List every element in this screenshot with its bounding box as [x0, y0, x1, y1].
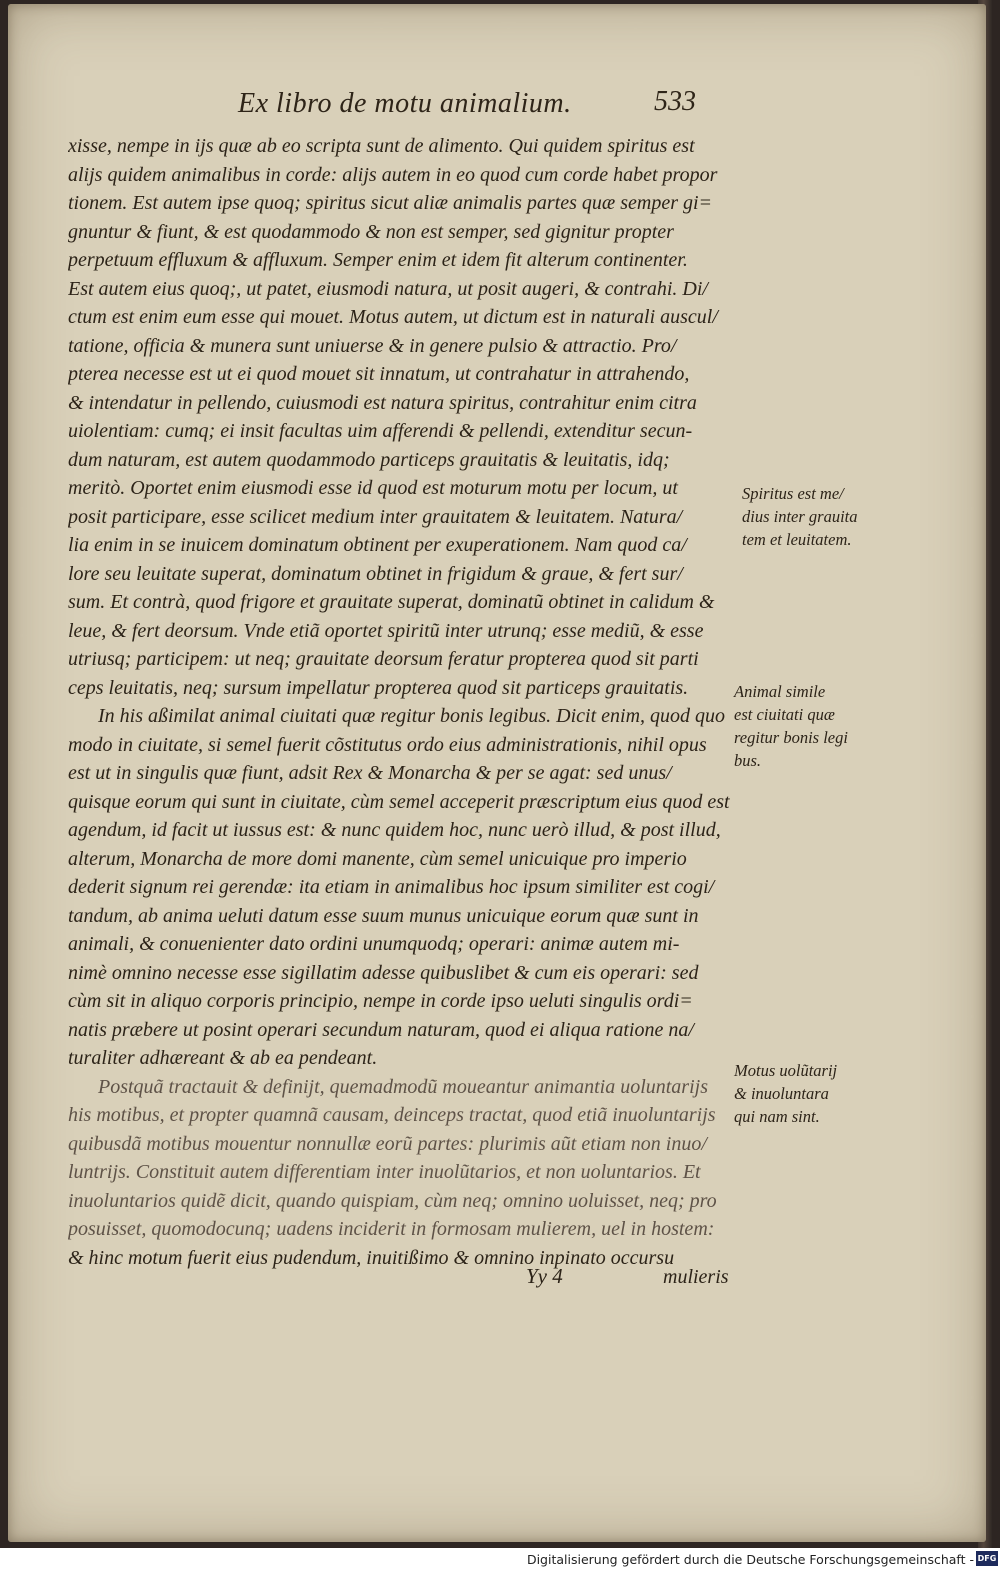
text-line: dum naturam, est autem quodammodo particeps grauitatis & leuitatis, idq; — [68, 448, 670, 471]
text-line: lia enim in se inuicem dominatum obtinent per exuperationem. Nam quod ca/ — [68, 534, 687, 556]
text-line: & hinc motum fuerit eius pudendum, inuitißimo & omnino inpinato occursu — [68, 1246, 675, 1269]
marginal-line: est ciuitati quæ — [734, 705, 835, 724]
text-line: utriusq; participem: ut neq; grauitate deorsum feratur propterea quod sit parti — [68, 648, 699, 670]
text-line: modo in ciuitate, si semel fuerit cõstitutus ordo eius administrationis, nihil opus — [68, 733, 707, 756]
marginal-line: Animal simile — [734, 682, 826, 701]
text-line: ceps leuitatis, neq; sursum impellatur propterea quod sit particeps grauitatis. — [68, 676, 689, 699]
book-page — [8, 4, 986, 1542]
catchword: mulieris — [663, 1266, 729, 1288]
text-line: quibusdã motibus mouentur nonnullæ eorũ partes: plurimis aũt etiam non inuo/ — [68, 1132, 707, 1155]
text-line: tatione, officia & munera sunt uniuerse & in genere pulsio & attractio. Pro/ — [68, 334, 677, 357]
text-line: agendum, id facit ut iussus est: & nunc quidem hoc, nunc uerò illud, & post illud, — [68, 819, 721, 841]
text-line: gnuntur & fiunt, & est quodammodo & non est semper, sed gignitur propter — [68, 220, 674, 243]
marginal-line: regitur bonis legi — [734, 728, 848, 747]
text-line: leue, & fert deorsum. Vnde etiã oportet spiritũ inter utrunq; esse mediũ, & esse — [68, 619, 704, 642]
text-line: his motibus, et propter quamnã causam, deinceps tractat, quod etiã inuoluntarijs — [68, 1104, 716, 1126]
text-line: sum. Et contrà, quod frigore et grauitate superat, dominatũ obtinet in calidum & — [68, 591, 715, 613]
text-line: quisque eorum qui sunt in ciuitate, cùm semel acceperit præscriptum eius quod est — [68, 790, 730, 813]
dfg-logo: DFG — [976, 1551, 998, 1566]
text-line: alijs quidem animalibus in corde: alijs autem in eo quod cum corde habet propor — [68, 163, 718, 186]
folio-number: 533 — [654, 86, 696, 117]
text-line: Est autem eius quoq;, ut patet, eiusmodi natura, ut posit augeri, & contrahi. Di/ — [68, 277, 708, 300]
marginal-line: tem et leuitatem. — [742, 530, 852, 549]
text-line: pterea necesse est ut ei quod mouet sit innatum, ut contrahatur in attrahendo, — [68, 363, 690, 385]
text-line: ctum est enim eum esse qui mouet. Motus autem, ut dictum est in naturali auscul/ — [68, 306, 718, 328]
marginal-line: dius inter grauita — [742, 507, 858, 526]
marginal-note-motus — [734, 1059, 874, 1128]
text-line: luntrijs. Constituit autem differentiam inter inuolũtarios, et non uoluntarios. Et — [68, 1161, 701, 1183]
digitization-footer — [0, 1548, 1000, 1572]
text-line: alterum, Monarcha de more domi manente, cùm semel unicuique pro imperio — [68, 847, 687, 870]
marginal-line: Motus uolũtarij — [734, 1061, 838, 1080]
running-head: Ex libro de motu animalium. — [238, 88, 572, 119]
signature-mark: Yy 4 — [526, 1264, 563, 1288]
marginal-line: & inuoluntara — [734, 1084, 829, 1103]
text-line: animali, & conuenienter dato ordini unumquodq; operari: animæ autem mi- — [68, 933, 680, 955]
text-line: natis præbere ut posint operari secundum naturam, quod ei aliqua ratione na/ — [68, 1018, 694, 1041]
text-line: tandum, ab anima ueluti datum esse suum munus unicuique eorum quæ sunt in — [68, 904, 699, 927]
text-line: perpetuum effluxum & affluxum. Semper enim et idem fit alterum continenter. — [68, 249, 688, 271]
text-line: uiolentiam: cumq; ei insit facultas uim afferendi & pellendi, extenditur secun- — [68, 420, 693, 442]
text-line: posit participare, esse scilicet medium inter grauitatem & leuitatem. Natura/ — [68, 505, 683, 528]
text-line: xisse, nempe in ijs quæ ab eo scripta sunt de alimento. Qui quidem spiritus est — [68, 135, 695, 157]
text-line: Postquã tractauit & definijt, quemadmodũ moueantur animantia uoluntarijs — [98, 1075, 708, 1098]
text-line: cùm sit in aliquo corporis principio, nempe in corde ipso ueluti singulis ordi= — [68, 990, 693, 1012]
text-line: lore seu leuitate superat, dominatum obtinet in frigidum & graue, & fert sur/ — [68, 562, 683, 585]
text-line: dederit signum rei gerendæ: ita etiam in animalibus hoc ipsum similiter est cogi/ — [68, 876, 715, 898]
text-line: inuoluntarios quidẽ dicit, quando quispiam, cùm neq; omnino uoluisset, neq; pro — [68, 1189, 717, 1212]
text-line: tionem. Est autem ipse quoq; spiritus sicut aliæ animalis partes quæ semper gi= — [68, 192, 713, 214]
main-text-block — [68, 132, 734, 1272]
text-line: nimè omnino necesse esse sigillatim adesse quibuslibet & cum eis operari: sed — [68, 961, 699, 984]
footer-credit: Digitalisierung gefördert durch die Deutsche Forschungsgemeinschaft - — [526, 1552, 974, 1567]
text-line: In his aßimilat animal ciuitati quæ regitur bonis legibus. Dicit enim, quod quo — [98, 705, 726, 727]
text-line: & intendatur in pellendo, cuiusmodi est natura spiritus, contrahitur enim citra — [68, 391, 697, 414]
marginal-note-spiritus — [742, 482, 882, 551]
text-line: posuisset, quomodocunq; uadens inciderit in formosam mulierem, uel in hostem: — [68, 1218, 715, 1240]
text-line: turaliter adhæreant & ab ea pendeant. — [68, 1047, 378, 1069]
text-line: est ut in singulis quæ fiunt, adsit Rex & Monarcha & per se agat: sed unus/ — [68, 762, 672, 784]
text-line: meritò. Oportet enim eiusmodi esse id quod est moturum motu per locum, ut — [68, 477, 678, 499]
marginal-line: qui nam sint. — [734, 1107, 820, 1126]
marginal-note-animal — [734, 680, 874, 772]
marginal-line: Spiritus est me/ — [742, 484, 844, 503]
marginal-line: bus. — [734, 751, 762, 770]
